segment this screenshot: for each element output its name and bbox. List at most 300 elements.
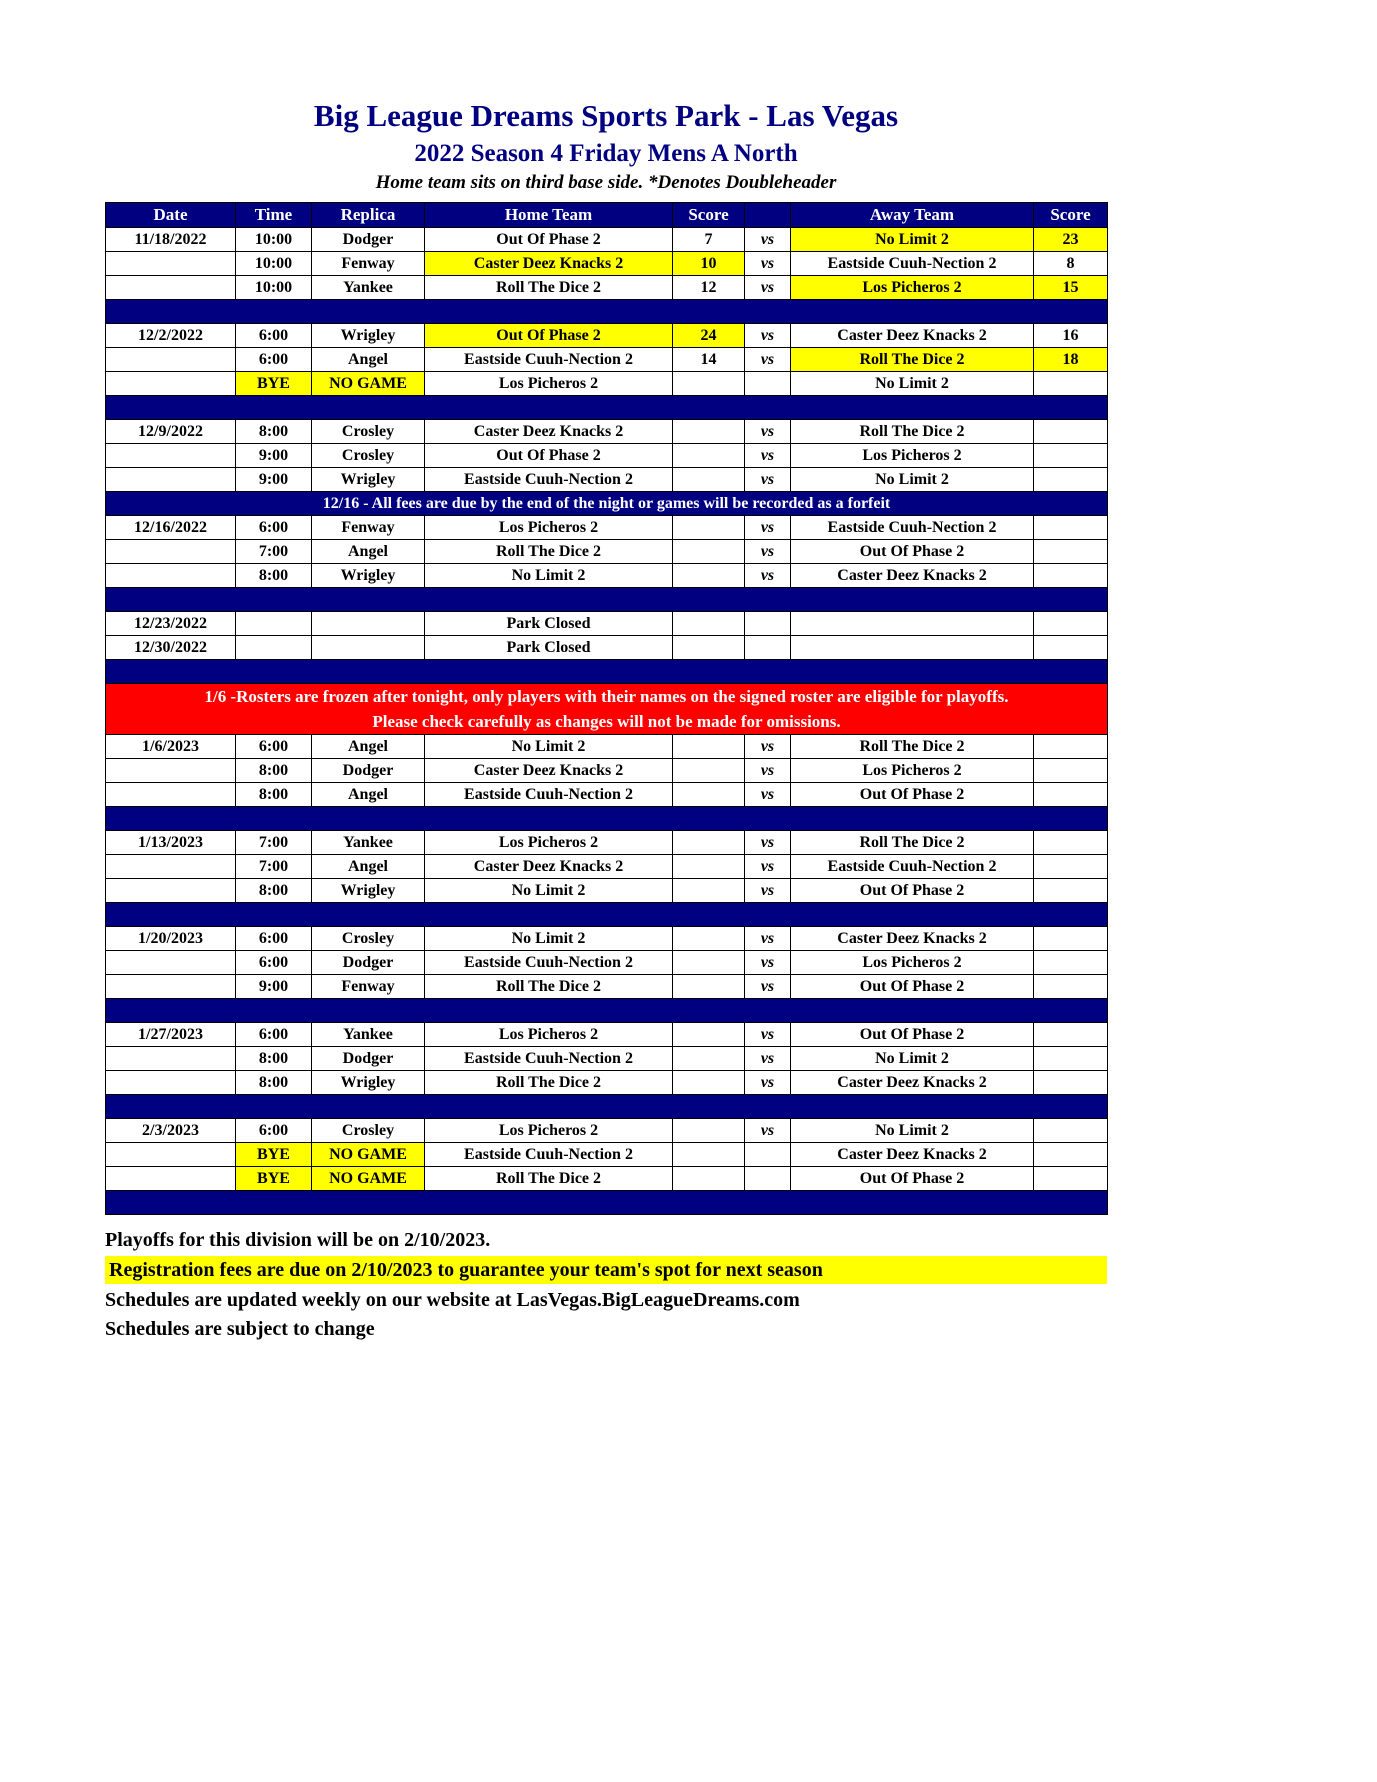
home-score-cell [673, 444, 745, 468]
time-cell: 8:00 [236, 564, 312, 588]
vs-cell: vs [745, 444, 791, 468]
home-score-cell [673, 855, 745, 879]
game-row [106, 252, 1108, 276]
away-score-cell [1034, 1023, 1108, 1047]
col-header-home-team: Home Team [425, 203, 673, 228]
date-cell [106, 1047, 236, 1071]
home-score-cell [673, 1167, 745, 1191]
date-cell: 12/30/2022 [106, 636, 236, 660]
away-team-cell: Roll The Dice 2 [791, 420, 1034, 444]
home-team-cell: No Limit 2 [425, 564, 673, 588]
schedule-table [105, 202, 1108, 1215]
time-cell: 7:00 [236, 831, 312, 855]
away-score-cell [1034, 1119, 1108, 1143]
vs-cell [745, 372, 791, 396]
away-team-cell: Out Of Phase 2 [791, 1167, 1034, 1191]
away-score-cell [1034, 735, 1108, 759]
vs-cell: vs [745, 927, 791, 951]
game-row [106, 783, 1108, 807]
home-score-cell [673, 783, 745, 807]
replica-cell: Wrigley [312, 468, 425, 492]
date-cell [106, 348, 236, 372]
time-cell: 8:00 [236, 1047, 312, 1071]
replica-cell: Yankee [312, 1023, 425, 1047]
separator-row [106, 1095, 1108, 1119]
time-cell: BYE [236, 372, 312, 396]
col-header-away-score: Score [1034, 203, 1108, 228]
away-score-cell: 18 [1034, 348, 1108, 372]
away-score-cell [1034, 975, 1108, 999]
home-score-cell: 14 [673, 348, 745, 372]
replica-cell: Wrigley [312, 1071, 425, 1095]
home-team-cell: Eastside Cuuh-Nection 2 [425, 1143, 673, 1167]
home-team-cell: Caster Deez Knacks 2 [425, 420, 673, 444]
away-score-cell: 23 [1034, 228, 1108, 252]
home-team-cell: Eastside Cuuh-Nection 2 [425, 951, 673, 975]
separator-bar [106, 660, 1108, 684]
away-team-cell: Out Of Phase 2 [791, 783, 1034, 807]
date-cell: 1/6/2023 [106, 735, 236, 759]
vs-cell: vs [745, 324, 791, 348]
date-cell [106, 276, 236, 300]
home-team-cell: Eastside Cuuh-Nection 2 [425, 783, 673, 807]
away-team-cell: No Limit 2 [791, 228, 1034, 252]
home-score-cell: 24 [673, 324, 745, 348]
vs-cell: vs [745, 516, 791, 540]
home-score-cell: 7 [673, 228, 745, 252]
home-team-cell: Out Of Phase 2 [425, 228, 673, 252]
home-score-cell [673, 759, 745, 783]
time-cell: 6:00 [236, 1119, 312, 1143]
time-cell: 7:00 [236, 855, 312, 879]
away-team-cell: Roll The Dice 2 [791, 831, 1034, 855]
time-cell: 8:00 [236, 1071, 312, 1095]
home-team-cell: Los Picheros 2 [425, 1119, 673, 1143]
replica-cell: Fenway [312, 252, 425, 276]
game-row [106, 831, 1108, 855]
home-score-cell: 10 [673, 252, 745, 276]
vs-cell: vs [745, 564, 791, 588]
vs-cell: vs [745, 783, 791, 807]
vs-cell: vs [745, 348, 791, 372]
vs-cell: vs [745, 1047, 791, 1071]
closed-row [106, 636, 1108, 660]
away-score-cell [1034, 540, 1108, 564]
away-team-cell: No Limit 2 [791, 372, 1034, 396]
home-score-cell [673, 516, 745, 540]
away-team-cell: Out Of Phase 2 [791, 975, 1034, 999]
away-team-cell: Los Picheros 2 [791, 276, 1034, 300]
date-cell [106, 372, 236, 396]
game-row [106, 759, 1108, 783]
date-cell: 1/13/2023 [106, 831, 236, 855]
col-header-replica: Replica [312, 203, 425, 228]
replica-cell: Wrigley [312, 324, 425, 348]
footer-subject-to-change-note: Schedules are subject to change [105, 1318, 375, 1340]
vs-cell [745, 1143, 791, 1167]
game-row [106, 516, 1108, 540]
game-row [106, 1071, 1108, 1095]
game-row [106, 276, 1108, 300]
game-row [106, 228, 1108, 252]
away-team-cell: Out Of Phase 2 [791, 1023, 1034, 1047]
home-score-cell [673, 372, 745, 396]
away-team-cell: Los Picheros 2 [791, 444, 1034, 468]
separator-row [106, 300, 1108, 324]
vs-cell [745, 612, 791, 636]
game-row [106, 927, 1108, 951]
game-row [106, 564, 1108, 588]
replica-cell: Yankee [312, 831, 425, 855]
home-team-cell: Roll The Dice 2 [425, 1167, 673, 1191]
home-team-cell: Roll The Dice 2 [425, 276, 673, 300]
date-cell [106, 564, 236, 588]
col-header-time: Time [236, 203, 312, 228]
away-score-cell [1034, 759, 1108, 783]
replica-cell: Dodger [312, 228, 425, 252]
away-score-cell [1034, 951, 1108, 975]
home-score-cell [673, 1119, 745, 1143]
away-team-cell: No Limit 2 [791, 468, 1034, 492]
time-cell: 6:00 [236, 927, 312, 951]
notice-text: 12/16 - All fees are due by the end of the night or games will be recorded as a forfeit [106, 492, 1108, 516]
bye-row [106, 372, 1108, 396]
separator-row [106, 999, 1108, 1023]
home-team-cell: Roll The Dice 2 [425, 1071, 673, 1095]
vs-cell: vs [745, 228, 791, 252]
away-score-cell [1034, 1047, 1108, 1071]
away-team-cell: Roll The Dice 2 [791, 735, 1034, 759]
footer-website-note: Schedules are updated weekly on our website at LasVegas.BigLeagueDreams.com [105, 1289, 800, 1311]
separator-bar [106, 300, 1108, 324]
game-row [106, 975, 1108, 999]
separator-bar [106, 999, 1108, 1023]
game-row [106, 324, 1108, 348]
vs-cell: vs [745, 1023, 791, 1047]
home-score-cell [673, 1071, 745, 1095]
time-cell: BYE [236, 1143, 312, 1167]
separator-bar [106, 807, 1108, 831]
separator-row [106, 807, 1108, 831]
date-cell: 12/23/2022 [106, 612, 236, 636]
away-score-cell [1034, 612, 1108, 636]
home-score-cell [673, 831, 745, 855]
home-score-cell [673, 612, 745, 636]
away-team-cell: Eastside Cuuh-Nection 2 [791, 252, 1034, 276]
away-team-cell: Eastside Cuuh-Nection 2 [791, 855, 1034, 879]
replica-cell: Angel [312, 540, 425, 564]
away-score-cell [1034, 420, 1108, 444]
vs-cell: vs [745, 735, 791, 759]
game-row [106, 348, 1108, 372]
time-cell: 8:00 [236, 783, 312, 807]
away-team-cell: Caster Deez Knacks 2 [791, 1143, 1034, 1167]
time-cell: 9:00 [236, 444, 312, 468]
page-title: Big League Dreams Sports Park - Las Vegas [313, 98, 899, 133]
replica-cell: Angel [312, 783, 425, 807]
away-score-cell [1034, 927, 1108, 951]
time-cell: 10:00 [236, 252, 312, 276]
replica-cell: NO GAME [312, 1143, 425, 1167]
replica-cell: Yankee [312, 276, 425, 300]
vs-cell: vs [745, 468, 791, 492]
away-score-cell [1034, 468, 1108, 492]
date-cell: 12/9/2022 [106, 420, 236, 444]
away-team-cell: Caster Deez Knacks 2 [791, 324, 1034, 348]
game-row [106, 1023, 1108, 1047]
notice-row [106, 492, 1108, 516]
date-cell [106, 783, 236, 807]
home-score-cell [673, 735, 745, 759]
replica-cell [312, 636, 425, 660]
away-team-cell: No Limit 2 [791, 1047, 1034, 1071]
home-team-cell: No Limit 2 [425, 927, 673, 951]
replica-cell: Angel [312, 855, 425, 879]
replica-cell: Angel [312, 348, 425, 372]
away-score-cell: 15 [1034, 276, 1108, 300]
vs-cell: vs [745, 975, 791, 999]
time-cell: 7:00 [236, 540, 312, 564]
away-score-cell [1034, 855, 1108, 879]
game-row [106, 735, 1108, 759]
separator-bar [106, 903, 1108, 927]
away-score-cell [1034, 783, 1108, 807]
replica-cell: Crosley [312, 1119, 425, 1143]
away-score-cell [1034, 1167, 1108, 1191]
vs-cell: vs [745, 855, 791, 879]
time-cell: 10:00 [236, 276, 312, 300]
vs-cell: vs [745, 1071, 791, 1095]
home-score-cell [673, 636, 745, 660]
home-team-cell: Los Picheros 2 [425, 516, 673, 540]
away-score-cell: 16 [1034, 324, 1108, 348]
vs-cell: vs [745, 879, 791, 903]
away-team-cell [791, 612, 1034, 636]
separator-row [106, 588, 1108, 612]
home-team-cell: Roll The Dice 2 [425, 975, 673, 999]
red-notice-line: Please check carefully as changes will not be made for omissions. [372, 712, 841, 731]
date-cell [106, 540, 236, 564]
notice_red-row [106, 684, 1108, 735]
home-team-cell: Los Picheros 2 [425, 1023, 673, 1047]
replica-cell: Crosley [312, 420, 425, 444]
time-cell: 9:00 [236, 975, 312, 999]
home-score-cell [673, 564, 745, 588]
date-cell [106, 1167, 236, 1191]
time-cell: 6:00 [236, 951, 312, 975]
away-score-cell [1034, 1143, 1108, 1167]
away-score-cell [1034, 1071, 1108, 1095]
replica-cell: Wrigley [312, 564, 425, 588]
footer-registration-note: Registration fees are due on 2/10/2023 to guarantee your team's spot for next season [105, 1256, 1107, 1284]
date-cell [106, 1071, 236, 1095]
page-subtitle: 2022 Season 4 Friday Mens A North [414, 140, 798, 167]
time-cell: 6:00 [236, 1023, 312, 1047]
away-score-cell [1034, 564, 1108, 588]
time-cell: 8:00 [236, 759, 312, 783]
table-body [106, 228, 1108, 1215]
date-cell [106, 759, 236, 783]
away-team-cell: Out Of Phase 2 [791, 540, 1034, 564]
away-score-cell [1034, 372, 1108, 396]
replica-cell: NO GAME [312, 372, 425, 396]
separator-bar [106, 396, 1108, 420]
time-cell: 9:00 [236, 468, 312, 492]
away-score-cell [1034, 444, 1108, 468]
time-cell: 6:00 [236, 735, 312, 759]
home-team-cell: Los Picheros 2 [425, 372, 673, 396]
vs-cell: vs [745, 951, 791, 975]
time-cell: 6:00 [236, 516, 312, 540]
vs-cell: vs [745, 1119, 791, 1143]
game-row [106, 420, 1108, 444]
game-row [106, 879, 1108, 903]
away-team-cell: Eastside Cuuh-Nection 2 [791, 516, 1034, 540]
away-team-cell: Out Of Phase 2 [791, 879, 1034, 903]
vs-cell: vs [745, 831, 791, 855]
time-cell: 8:00 [236, 420, 312, 444]
time-cell [236, 612, 312, 636]
replica-cell: Dodger [312, 951, 425, 975]
home-team-cell: Out Of Phase 2 [425, 324, 673, 348]
date-cell: 12/16/2022 [106, 516, 236, 540]
home-score-cell [673, 951, 745, 975]
home-score-cell [673, 1143, 745, 1167]
replica-cell: Crosley [312, 927, 425, 951]
time-cell: 6:00 [236, 348, 312, 372]
vs-cell [745, 636, 791, 660]
home-team-cell: Eastside Cuuh-Nection 2 [425, 1047, 673, 1071]
header-row [106, 203, 1108, 228]
bye-row [106, 1143, 1108, 1167]
away-score-cell [1034, 879, 1108, 903]
footer-playoffs-note: Playoffs for this division will be on 2/10/2023. [105, 1229, 491, 1251]
red-notice-text [106, 684, 1108, 735]
away-team-cell: Caster Deez Knacks 2 [791, 1071, 1034, 1095]
col-header-date: Date [106, 203, 236, 228]
vs-cell: vs [745, 759, 791, 783]
away-team-cell: Los Picheros 2 [791, 759, 1034, 783]
home-team-cell: Out Of Phase 2 [425, 444, 673, 468]
away-team-cell: Roll The Dice 2 [791, 348, 1034, 372]
away-score-cell [1034, 636, 1108, 660]
home-score-cell [673, 468, 745, 492]
closed-row [106, 612, 1108, 636]
col-header-vs [745, 203, 791, 228]
separator-row [106, 1191, 1108, 1215]
replica-cell: NO GAME [312, 1167, 425, 1191]
game-row [106, 444, 1108, 468]
home-team-cell: Caster Deez Knacks 2 [425, 252, 673, 276]
col-header-home-score: Score [673, 203, 745, 228]
date-cell [106, 879, 236, 903]
game-row [106, 951, 1108, 975]
separator-bar [106, 588, 1108, 612]
date-cell: 1/27/2023 [106, 1023, 236, 1047]
header-note: Home team sits on third base side. *Denotes Doubleheader [375, 172, 837, 193]
home-team-cell: Eastside Cuuh-Nection 2 [425, 468, 673, 492]
vs-cell [745, 1167, 791, 1191]
away-team-cell: Caster Deez Knacks 2 [791, 564, 1034, 588]
col-header-away-team: Away Team [791, 203, 1034, 228]
replica-cell: Dodger [312, 1047, 425, 1071]
away-team-cell: Caster Deez Knacks 2 [791, 927, 1034, 951]
home-score-cell [673, 879, 745, 903]
date-cell: 2/3/2023 [106, 1119, 236, 1143]
home-team-cell: No Limit 2 [425, 879, 673, 903]
away-team-cell: No Limit 2 [791, 1119, 1034, 1143]
replica-cell: Wrigley [312, 879, 425, 903]
date-cell [106, 444, 236, 468]
red-notice-line: 1/6 -Rosters are frozen after tonight, only players with their names on the signed roster are eligible for playoffs. [204, 687, 1009, 706]
date-cell [106, 252, 236, 276]
vs-cell: vs [745, 420, 791, 444]
separator-bar [106, 1095, 1108, 1119]
game-row [106, 1119, 1108, 1143]
vs-cell: vs [745, 540, 791, 564]
home-score-cell [673, 1023, 745, 1047]
home-team-cell: Eastside Cuuh-Nection 2 [425, 348, 673, 372]
separator-row [106, 396, 1108, 420]
replica-cell: Angel [312, 735, 425, 759]
date-cell: 1/20/2023 [106, 927, 236, 951]
home-team-cell: Park Closed [425, 612, 673, 636]
time-cell: BYE [236, 1167, 312, 1191]
home-score-cell [673, 975, 745, 999]
date-cell [106, 1143, 236, 1167]
replica-cell: Crosley [312, 444, 425, 468]
away-score-cell: 8 [1034, 252, 1108, 276]
bye-row [106, 1167, 1108, 1191]
away-score-cell [1034, 831, 1108, 855]
home-team-cell: Los Picheros 2 [425, 831, 673, 855]
time-cell [236, 636, 312, 660]
home-score-cell [673, 927, 745, 951]
home-team-cell: No Limit 2 [425, 735, 673, 759]
time-cell: 6:00 [236, 324, 312, 348]
time-cell: 8:00 [236, 879, 312, 903]
vs-cell: vs [745, 252, 791, 276]
away-score-cell [1034, 516, 1108, 540]
page [105, 0, 1107, 1342]
home-team-cell: Caster Deez Knacks 2 [425, 855, 673, 879]
game-row [106, 540, 1108, 564]
game-row [106, 1047, 1108, 1071]
time-cell: 10:00 [236, 228, 312, 252]
date-cell [106, 951, 236, 975]
home-team-cell: Park Closed [425, 636, 673, 660]
date-cell [106, 468, 236, 492]
separator-bar [106, 1191, 1108, 1215]
footer [105, 1227, 1107, 1342]
home-team-cell: Caster Deez Knacks 2 [425, 759, 673, 783]
home-team-cell: Roll The Dice 2 [425, 540, 673, 564]
away-team-cell: Los Picheros 2 [791, 951, 1034, 975]
separator-row [106, 903, 1108, 927]
date-cell [106, 855, 236, 879]
game-row [106, 855, 1108, 879]
home-score-cell: 12 [673, 276, 745, 300]
home-score-cell [673, 1047, 745, 1071]
date-cell [106, 975, 236, 999]
away-team-cell [791, 636, 1034, 660]
replica-cell: Fenway [312, 516, 425, 540]
home-score-cell [673, 540, 745, 564]
home-score-cell [673, 420, 745, 444]
replica-cell [312, 612, 425, 636]
date-cell: 11/18/2022 [106, 228, 236, 252]
vs-cell: vs [745, 276, 791, 300]
